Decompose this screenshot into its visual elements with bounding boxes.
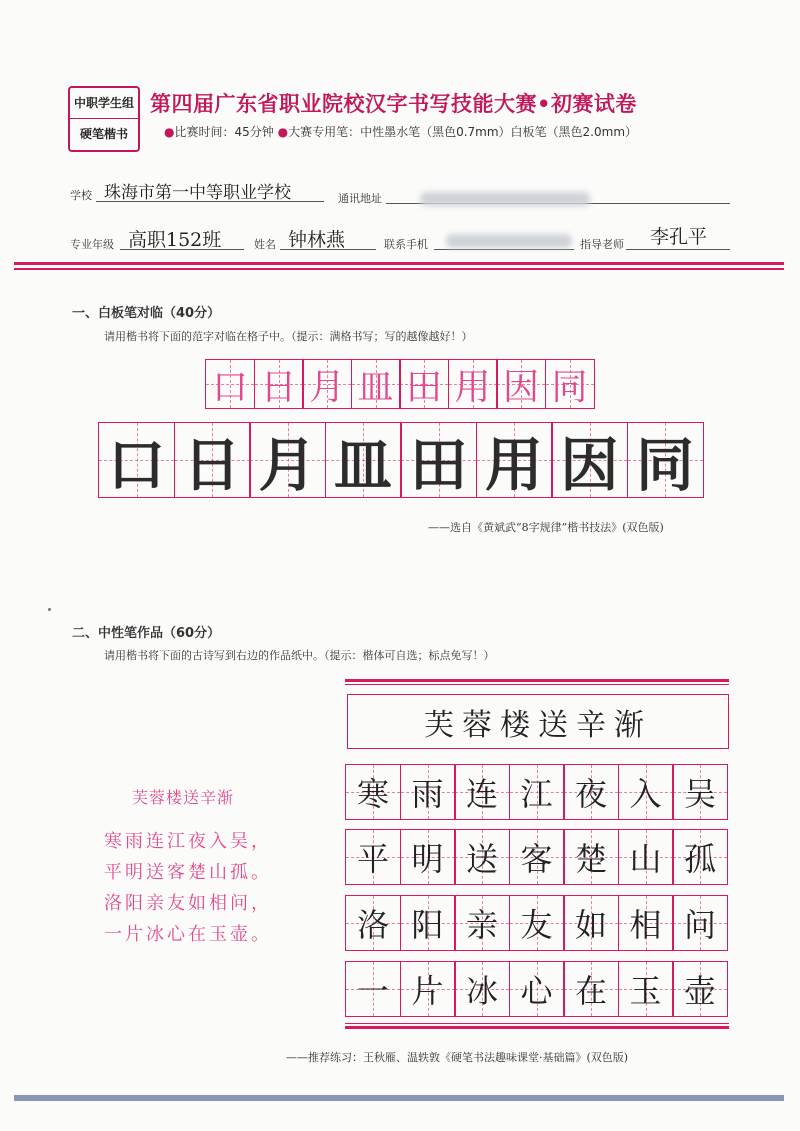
- work-paper-bottom-rule: [345, 1026, 729, 1029]
- practice-char: 因: [560, 431, 619, 499]
- work-paper-bottom-rule-thin: [345, 1023, 729, 1024]
- model-cell: [399, 359, 449, 409]
- work-cell[interactable]: [454, 961, 510, 1017]
- work-char: 友: [520, 906, 553, 944]
- work-cell[interactable]: [563, 764, 619, 820]
- work-paper-top-rule: [345, 679, 729, 682]
- teacher-label: 指导老师: [580, 238, 624, 251]
- poem-line: 平明送客楚山孤。: [104, 862, 272, 883]
- badge-style-label: 硬笔楷书: [79, 127, 128, 141]
- section1-source: ——选自《黄斌武“8字规律”楷书技法》(双色版): [428, 521, 664, 534]
- section2-hint: 请用楷书将下面的古诗写到右边的作品纸中。（提示：楷体可自选；标点免写！）: [104, 649, 495, 662]
- model-cell: [496, 359, 546, 409]
- practice-cell[interactable]: [476, 422, 553, 498]
- school-field[interactable]: 珠海市第一中等职业学校: [104, 183, 291, 203]
- practice-char: 日: [182, 431, 241, 499]
- model-cell: [545, 359, 595, 409]
- subtitle-pens: 大赛专用笔：中性墨水笔（黑色0.7mm）白板笔（黑色2.0mm）: [288, 125, 638, 139]
- page-mark: [48, 608, 51, 611]
- work-cell[interactable]: [345, 961, 401, 1017]
- work-cell[interactable]: [454, 764, 510, 820]
- page-subtitle: [164, 123, 637, 140]
- practice-char: 田: [409, 431, 468, 499]
- category-badge: [68, 86, 140, 152]
- work-cell[interactable]: [400, 829, 456, 885]
- school-label: 学校: [70, 189, 92, 202]
- work-paper-top-rule-thin: [345, 684, 729, 685]
- work-cell[interactable]: [672, 764, 728, 820]
- phone-field[interactable]: [434, 249, 574, 250]
- work-cell[interactable]: [400, 895, 456, 951]
- subtitle-time: 比赛时间：45分钟: [174, 125, 274, 139]
- work-cell[interactable]: [509, 764, 565, 820]
- practice-cell[interactable]: [249, 422, 326, 498]
- work-cell[interactable]: [618, 829, 674, 885]
- work-char: 一: [356, 972, 389, 1010]
- major-field[interactable]: 高职152班: [128, 229, 222, 251]
- work-char: 冰: [465, 972, 498, 1010]
- work-char: 亲: [465, 906, 498, 944]
- work-char: 江: [520, 775, 553, 813]
- model-char: 用: [454, 366, 491, 408]
- work-cell[interactable]: [509, 829, 565, 885]
- major-label: 专业年级: [70, 238, 114, 251]
- model-char: 月: [308, 366, 345, 408]
- phone-label: 联系手机: [384, 238, 428, 251]
- redacted-address: [420, 192, 590, 206]
- poem-line: 一片冰心在玉壶。: [104, 924, 272, 945]
- work-cell[interactable]: [345, 764, 401, 820]
- work-row[interactable]: [345, 829, 728, 885]
- work-cell[interactable]: [672, 895, 728, 951]
- work-cell[interactable]: [563, 829, 619, 885]
- work-cell[interactable]: [345, 895, 401, 951]
- work-char: 入: [629, 775, 662, 813]
- work-row[interactable]: [345, 895, 728, 951]
- teacher-field[interactable]: 李孔平: [650, 226, 708, 248]
- practice-char: 月: [258, 431, 317, 499]
- work-char: 送: [465, 840, 498, 878]
- teacher-underline: [626, 249, 730, 250]
- section1-hint: 请用楷书将下面的范字对临在格子中。（提示：满格书写；写的越像越好！）: [104, 330, 473, 343]
- model-char: 口: [211, 366, 248, 408]
- work-char: 楚: [574, 840, 607, 878]
- work-title-box[interactable]: [347, 694, 729, 749]
- practice-cell[interactable]: [400, 422, 477, 498]
- name-label: 姓名: [254, 238, 276, 251]
- work-char: 问: [683, 906, 716, 944]
- practice-char: 口: [107, 431, 166, 499]
- model-char: 日: [260, 366, 297, 408]
- bullet-icon: ●: [277, 125, 289, 139]
- practice-cell[interactable]: [98, 422, 175, 498]
- section1-title: 一、白板笔对临（40分）: [72, 306, 221, 321]
- work-char: 明: [411, 840, 444, 878]
- model-cell: [448, 359, 498, 409]
- badge-group-label: 中职学生组: [70, 88, 138, 119]
- redacted-phone: [446, 234, 572, 248]
- work-cell[interactable]: [618, 961, 674, 1017]
- work-char: 玉: [629, 972, 662, 1010]
- work-row[interactable]: [345, 764, 728, 820]
- model-cell: [254, 359, 304, 409]
- work-char: 心: [520, 972, 553, 1010]
- practice-cell[interactable]: [174, 422, 251, 498]
- work-char: 片: [411, 972, 444, 1010]
- work-cell[interactable]: [618, 895, 674, 951]
- work-cell[interactable]: [400, 764, 456, 820]
- work-char: 夜: [574, 775, 607, 813]
- work-cell[interactable]: [563, 895, 619, 951]
- work-cell[interactable]: [563, 961, 619, 1017]
- title-tail: 初赛试卷: [550, 92, 637, 116]
- work-cell[interactable]: [672, 829, 728, 885]
- work-char: 山: [629, 840, 662, 878]
- model-grid: [205, 359, 595, 409]
- work-cell[interactable]: [618, 764, 674, 820]
- practice-cell[interactable]: [325, 422, 402, 498]
- work-char: 连: [465, 775, 498, 813]
- work-char: 相: [629, 906, 662, 944]
- work-cell[interactable]: [454, 829, 510, 885]
- practice-grid[interactable]: [98, 422, 704, 498]
- header-rule: [14, 262, 784, 265]
- name-field[interactable]: 钟林燕: [288, 229, 346, 251]
- footer-band: [14, 1095, 784, 1101]
- practice-cell[interactable]: [551, 422, 628, 498]
- model-char: 因: [502, 366, 539, 408]
- address-label: 通讯地址: [338, 192, 382, 205]
- section2-title: 二、中性笔作品（60分）: [72, 626, 221, 641]
- practice-char: 用: [484, 431, 543, 499]
- work-cell[interactable]: [400, 961, 456, 1017]
- work-cell[interactable]: [454, 895, 510, 951]
- work-char: 孤: [683, 840, 716, 878]
- recommended-reading: ——推荐练习：王秋雁、温轶敦《硬笔书法趣味课堂·基础篇》(双色版): [286, 1051, 629, 1064]
- title-separator: •: [537, 92, 551, 116]
- work-char: 壶: [683, 972, 716, 1010]
- work-title: 芙蓉楼送辛渐: [424, 707, 652, 743]
- model-char: 皿: [357, 366, 394, 408]
- poem-line: 洛阳亲友如相问，: [104, 893, 272, 914]
- model-char: 田: [405, 366, 442, 408]
- work-cell[interactable]: [509, 895, 565, 951]
- work-row[interactable]: [345, 961, 728, 1017]
- work-char: 客: [520, 840, 553, 878]
- practice-char: 同: [635, 431, 694, 499]
- bullet-icon: ●: [164, 125, 175, 139]
- header-rule-thin: [14, 268, 784, 270]
- work-char: 平: [356, 840, 389, 878]
- practice-char: 皿: [333, 431, 392, 499]
- work-char: 如: [574, 906, 607, 944]
- work-char: 洛: [356, 906, 389, 944]
- page-title: [150, 88, 637, 118]
- model-cell: [302, 359, 352, 409]
- model-char: 同: [551, 366, 588, 408]
- practice-cell[interactable]: [627, 422, 704, 498]
- work-cell[interactable]: [509, 961, 565, 1017]
- title-main: 第四届广东省职业院校汉字书写技能大赛: [150, 92, 537, 116]
- work-cell[interactable]: [345, 829, 401, 885]
- model-cell: [351, 359, 401, 409]
- work-char: 寒: [356, 775, 389, 813]
- work-char: 吴: [683, 775, 716, 813]
- work-char: 雨: [411, 775, 444, 813]
- work-cell[interactable]: [672, 961, 728, 1017]
- work-char: 阳: [411, 906, 444, 944]
- work-char: 在: [574, 972, 607, 1010]
- poem-line: 寒雨连江夜入吴，: [104, 831, 272, 852]
- model-cell: [205, 359, 255, 409]
- poem-title: 芙蓉楼送辛渐: [132, 788, 235, 807]
